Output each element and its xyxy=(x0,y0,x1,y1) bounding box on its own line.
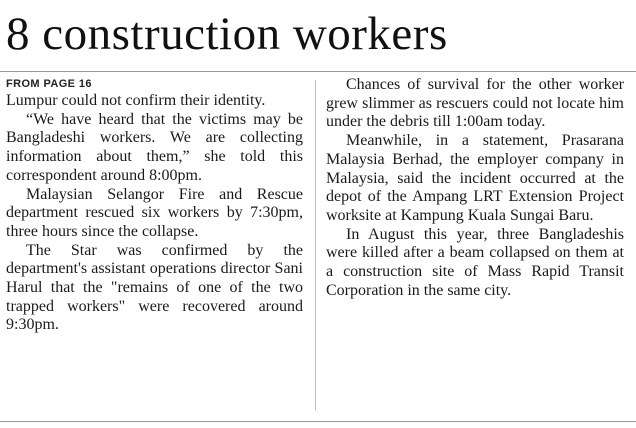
paragraph: Chances of survival for the other worker grew slimmer as rescuers could not locate him under the debris till 1:00am today. xyxy=(326,76,624,131)
paragraph: Lumpur could not confirm their identity. xyxy=(6,92,266,109)
column-divider xyxy=(315,80,316,410)
paragraph: Meanwhile, in a statement, Prasarana Malaysia Berhad, the employer company in Malaysia, said the incident occurred at the depot of the Ampang LRT Extension Project worksite at Kampung Kuala Sungai Baru. xyxy=(326,132,624,224)
paragraph: The Star was confirmed by the department's assistant operations director Sani Harul that the "remains of one of the two trapped workers" were recovered around 9:30pm. xyxy=(6,241,303,334)
jump-label: FROM PAGE 16 xyxy=(6,78,92,90)
paragraph: “We have heard that the victims may be Bangladeshi workers. We are collecting information about them,” she told this correspondent around 8:00pm. xyxy=(6,110,303,184)
article-column-right xyxy=(326,76,624,300)
paragraph: In August this year, three Bangladeshis were killed after a beam collapsed on them at a construction site of Mass Rapid Transit Corporation in the same city. xyxy=(326,225,624,299)
paragraph: Malaysian Selangor Fire and Rescue department rescued six workers by 7:30pm, three hours since the collapse. xyxy=(6,185,303,240)
headline: 8 construction workers xyxy=(6,8,448,60)
bottom-rule xyxy=(0,421,636,422)
article-column-left xyxy=(6,76,303,335)
headline-rule xyxy=(0,71,636,72)
